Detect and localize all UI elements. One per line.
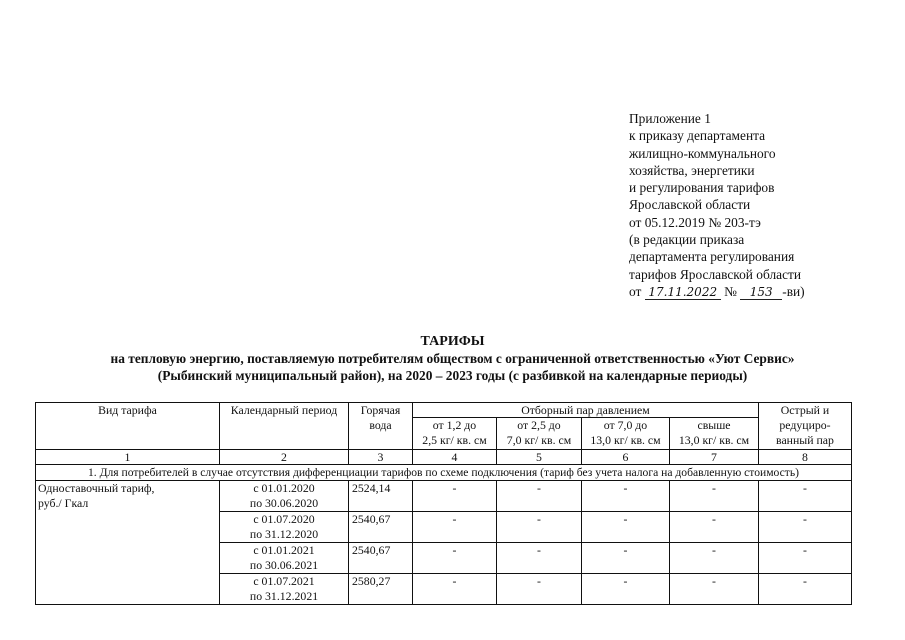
header-steam-4: свыше 13,0 кг/ кв. см [670,418,759,450]
document-title: ТАРИФЫ [420,334,485,349]
steam-4-value: - [670,543,759,574]
column-number: 8 [759,450,852,465]
hot-water-value: 2540,67 [349,543,413,574]
column-number: 2 [220,450,349,465]
amendment-suffix: -ви) [782,283,805,299]
steam-1-value: - [413,543,497,574]
appendix-line: тарифов Ярославской области [629,266,802,282]
steam-1-value: - [413,512,497,543]
appendix-line: от 05.12.2019 № 203-тэ [629,214,761,230]
steam-4-value: - [670,512,759,543]
hot-water-value: 2580,27 [349,574,413,605]
appendix-amendment-line [629,283,869,300]
steam-2-value: - [497,512,582,543]
tariff-label: Одноставочный тариф, руб./ Гкал [36,481,220,605]
number-sign: № [724,283,737,299]
handwritten-date: 17.11.2022 [645,286,721,300]
column-number: 3 [349,450,413,465]
appendix-line: департамента регулирования [629,249,795,265]
steam-4-value: - [670,481,759,512]
sharp-steam-value: - [759,543,852,574]
column-number-row [36,450,852,465]
sharp-steam-value: - [759,574,852,605]
steam-3-value: - [582,574,670,605]
steam-3-value: - [582,481,670,512]
steam-1-value: - [413,574,497,605]
appendix-line: (в редакции приказа [629,232,745,248]
header-steam-3: от 7,0 до 13,0 кг/ кв. см [582,418,670,450]
sharp-steam-value: - [759,481,852,512]
appendix-line: жилищно-коммунального [629,145,776,161]
header-steam-2: от 2,5 до 7,0 кг/ кв. см [497,418,582,450]
hot-water-value: 2540,67 [349,512,413,543]
period-cell: с 01.01.2021 по 30.06.2021 [220,543,349,574]
section-title: 1. Для потребителей в случае отсутствия дифференциации тарифов по схеме подключения (тариф без учета налога на добавленную стоимость) [36,465,852,481]
appendix-line: Приложение 1 [629,111,711,126]
steam-2-value: - [497,481,582,512]
appendix-line: Ярославской области [629,197,751,213]
period-cell: с 01.07.2020 по 31.12.2020 [220,512,349,543]
steam-1-value: - [413,481,497,512]
period-cell: с 01.07.2021 по 31.12.2021 [220,574,349,605]
document-subtitle-line-2: (Рыбинский муниципальный район), на 2020 – 2023 годы (с разбивкой на календарные периоды) [157,368,748,383]
appendix-line: к приказу департамента [629,128,766,144]
appendix-line: и регулирования тарифов [629,180,775,196]
table-header-row [36,403,852,418]
document-title-block [0,333,905,384]
header-hot-water: Горячая вода [349,403,413,450]
header-tariff-type: Вид тарифа [36,403,220,450]
steam-2-value: - [497,543,582,574]
table-row [36,481,852,512]
header-period: Календарный период [220,403,349,450]
period-cell: с 01.01.2020 по 30.06.2020 [220,481,349,512]
handwritten-number: 153 [740,286,782,300]
tariff-table [35,402,852,605]
appendix-line: хозяйства, энергетики [629,162,755,178]
appendix-note [629,110,869,300]
column-number: 7 [670,450,759,465]
column-number: 4 [413,450,497,465]
sharp-steam-value: - [759,512,852,543]
column-number: 5 [497,450,582,465]
header-steam-group: Отборный пар давлением [413,403,759,418]
steam-4-value: - [670,574,759,605]
header-steam-1: от 1,2 до 2,5 кг/ кв. см [413,418,497,450]
column-number: 1 [36,450,220,465]
header-sharp-steam: Острый и редуциро- ванный пар [759,403,852,450]
document-subtitle-line-1: на тепловую энергию, поставляемую потребителям обществом с ограниченной ответственностью «Уют Сервис» [110,351,795,366]
section-row [36,465,852,481]
steam-2-value: - [497,574,582,605]
steam-3-value: - [582,543,670,574]
column-number: 6 [582,450,670,465]
steam-3-value: - [582,512,670,543]
hot-water-value: 2524,14 [349,481,413,512]
amendment-prefix: от [629,283,642,299]
